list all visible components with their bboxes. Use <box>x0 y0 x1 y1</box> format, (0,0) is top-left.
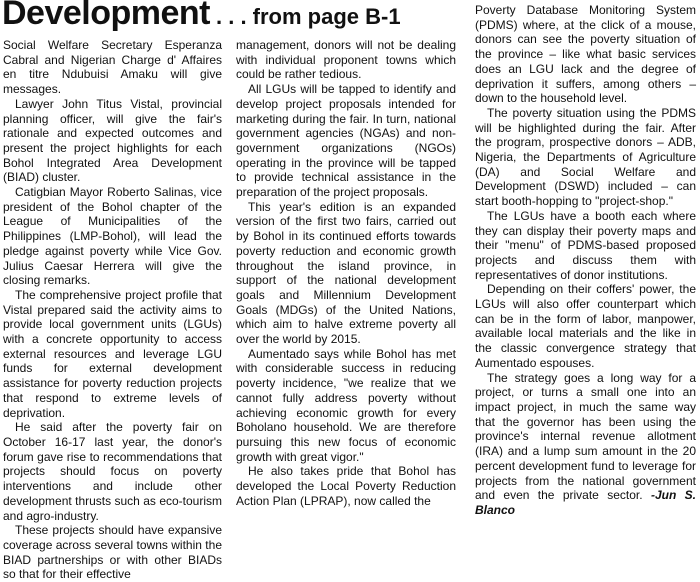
paragraph: Social Welfare Secretary Esperanza Cabral and Nigerian Charge d' Affaires en titre Ndubuisi Amaku will give messages. <box>3 38 222 97</box>
paragraph: The LGUs have a booth each where they can display their poverty maps and their "menu" of PDMS-based proposed projects and discuss them with representatives of donor institutions. <box>475 208 696 282</box>
headline-continuation: . . . from page B-1 <box>216 4 401 29</box>
paragraph: This year's edition is an expanded version of the first two fairs, carried out by Bohol in its continued efforts towards poverty reduction and economic growth throughout the island province, in support of the national development goals and Millennium Development Goals (MDGs) of the United Nations, which aim to halve extreme poverty all over the world by 2015. <box>236 199 456 347</box>
paragraph: The poverty situation using the PDMS will be highlighted during the fair. After the program, prospective donors – ADB, Nigeria, the Departments of Agriculture (DA) and Social Welfare and Development (DSWD) included – can start booth-hopping to "project-shop." <box>475 105 696 209</box>
article-column-1 <box>3 38 222 582</box>
paragraph: management, donors will not be dealing with individual proponent towns which could be rather tedious. <box>236 38 456 82</box>
article-column-2 <box>236 38 456 559</box>
byline: -Jun S. Blanco <box>475 488 696 517</box>
paragraph: Poverty Database Monitoring System (PDMS) where, at the click of a mouse, donors can see the poverty situation of the province – like what basic services does an LGU lack and the degree of deprivation it suffers, among others – down to the household level. <box>475 3 696 106</box>
paragraph: All LGUs will be tapped to identify and develop project proposals intended for marketing during the fair. In turn, national government agencies (NGAs) and non-government organizations (NGOs) operating in the province will be tapped to provide technical assistance in the preparation of the project proposals. <box>236 82 456 200</box>
headline-main: Development <box>2 0 210 32</box>
article-column-3 <box>475 3 696 559</box>
paragraph-text: The strategy goes a long way for a project, or turns a small one into an impact project, in much the same way that the governor has been using the province's internal revenue allotment (IRA) and a lump sum amount in the 20 percent development fund to leverage for projects from the national government and even the private sector. <box>475 370 696 503</box>
headline <box>2 0 496 34</box>
paragraph: The comprehensive project profile that Vistal prepared said the activity aims to provide local government units (LGUs) with a concrete opportunity to access external resources and leverage LGU funds for external development assistance for poverty reduction projects that respond to extreme levels of deprivation. <box>3 287 222 420</box>
paragraph: Lawyer John Titus Vistal, provincial planning officer, will give the fair's rationale and expected outcomes and present the project highlights for each Bohol Integrated Area Development (BIAD) cluster. <box>3 96 222 185</box>
paragraph: Catigbian Mayor Roberto Salinas, vice president of the Bohol chapter of the League of Municipalities of the Philippines (LMP-Bohol), will lead the pledge against poverty while Vice Gov. Julius Caesar Herrera will give the closing remarks. <box>3 185 222 288</box>
paragraph-with-byline <box>475 371 696 518</box>
paragraph: He said after the poverty fair on October 16-17 last year, the donor's forum gave rise to recommendations that projects should focus on poverty interventions and include other development thrusts such as eco-tourism and agro-industry. <box>3 420 222 523</box>
paragraph: Depending on their coffers' power, the LGUs will also offer counterpart which can be in the form of labor, manpower, available local materials and the like in the classic convergence strategy that Aumentado espouses. <box>475 282 696 370</box>
paragraph: These projects should have expansive coverage across several towns within the BIAD partnerships or with other BIADs so that for their effective <box>3 523 222 582</box>
paragraph: Aumentado says while Bohol has met with considerable success in reducing poverty incidence, "we realize that we cannot fully address poverty without achieving economic growth for every Boholano household. We are therefore pursuing this new focus of economic growth with great vigor." <box>236 346 456 464</box>
paragraph: He also takes pride that Bohol has developed the Local Poverty Reduction Action Plan (LPRAP), now called the <box>236 464 456 508</box>
